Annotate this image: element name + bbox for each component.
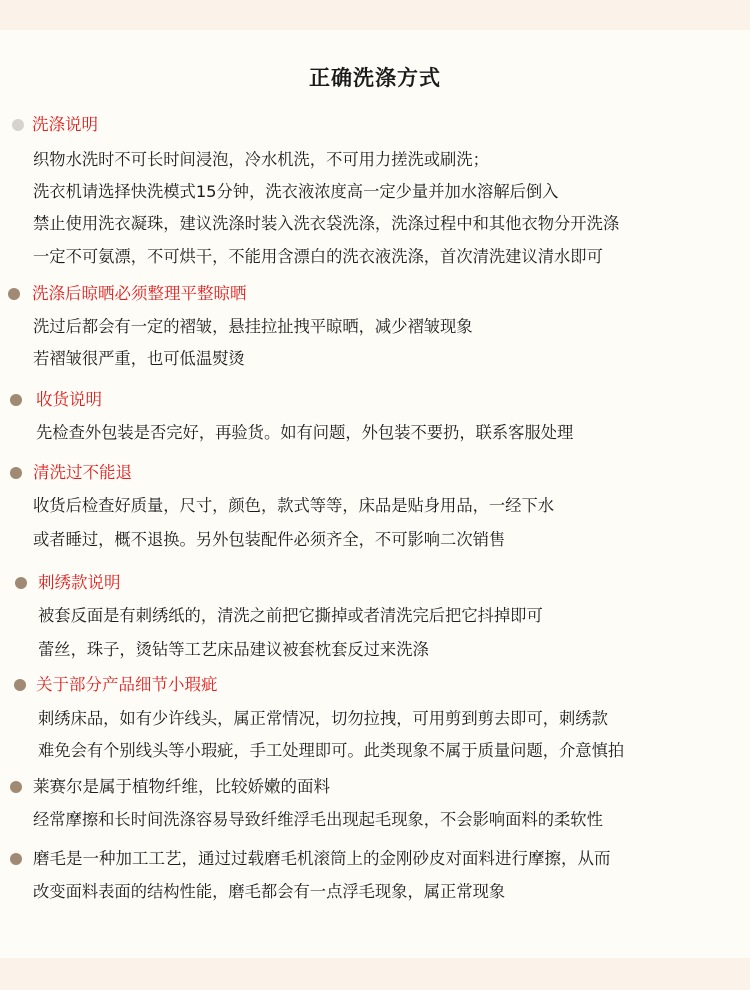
section-line: 洗衣机请选择快洗模式15分钟，洗衣液浓度高一定少量并加水溶解后倒入 xyxy=(33,182,559,201)
bullet-dot-icon xyxy=(10,394,22,406)
section-heading-text: 刺绣款说明 xyxy=(38,573,121,592)
section-lyocell-note xyxy=(0,774,750,829)
section-minor-flaws xyxy=(0,672,750,760)
section-heading xyxy=(0,387,750,413)
bullet-dot-icon xyxy=(12,119,24,131)
section-embroidery-instructions xyxy=(0,570,750,659)
section-brushed-fabric-note xyxy=(0,846,750,901)
section-line: 洗过后都会有一定的褶皱，悬挂拉扯拽平晾晒，减少褶皱现象 xyxy=(33,317,473,336)
section-heading xyxy=(0,774,750,800)
section-heading-text: 磨毛是一种加工工艺，通过过载磨毛机滚筒上的金刚砂皮对面料进行摩擦，从而 xyxy=(33,849,611,868)
section-line: 收货后检查好质量，尺寸，颜色，款式等等，床品是贴身用品，一经下水 xyxy=(33,496,555,515)
bullet-dot-icon xyxy=(10,781,22,793)
page-title: 正确洗涤方式 xyxy=(309,66,441,90)
section-line: 刺绣床品，如有少许线头，属正常情况，切勿拉拽，可用剪到剪去即可，刺绣款 xyxy=(38,709,608,728)
bullet-dot-icon xyxy=(8,288,20,300)
section-heading xyxy=(0,281,750,307)
bullet-dot-icon xyxy=(15,577,27,589)
section-heading xyxy=(0,846,750,872)
section-drying-instructions xyxy=(0,281,750,368)
section-line: 改变面料表面的结构性能，磨毛都会有一点浮毛现象，属正常现象 xyxy=(33,882,506,901)
section-line: 若褶皱很严重，也可低温熨烫 xyxy=(33,349,245,368)
section-heading-text: 收货说明 xyxy=(36,390,102,409)
section-heading-text: 莱赛尔是属于植物纤维，比较娇嫩的面料 xyxy=(33,777,330,796)
section-line: 或者睡过，概不退换。另外包装配件必须齐全，不可影响二次销售 xyxy=(33,530,506,549)
section-no-returns xyxy=(0,460,750,549)
section-washing-instructions xyxy=(0,112,750,266)
section-line: 蕾丝，珠子，烫钻等工艺床品建议被套枕套反过来洗涤 xyxy=(38,640,429,659)
section-receiving-instructions xyxy=(0,387,750,442)
bullet-dot-icon xyxy=(10,853,22,865)
section-heading-text: 清洗过不能退 xyxy=(33,463,132,482)
section-line: 难免会有个别线头等小瑕疵，手工处理即可。此类现象不属于质量问题，介意慎拍 xyxy=(38,741,625,760)
section-heading xyxy=(0,460,750,486)
section-line: 一定不可氨漂，不可烘干，不能用含漂白的洗衣液洗涤，首次清洗建议清水即可 xyxy=(33,247,603,266)
section-heading-text: 关于部分产品细节小瑕疵 xyxy=(36,675,218,694)
section-line: 先检查外包装是否完好，再验货。如有问题，外包装不要扔，联系客服处理 xyxy=(36,423,574,442)
section-heading-text: 洗涤说明 xyxy=(32,115,98,134)
section-line: 织物水洗时不可长时间浸泡，冷水机洗，不可用力搓洗或刷洗； xyxy=(33,150,489,169)
section-heading-text: 洗涤后晾晒必须整理平整晾晒 xyxy=(32,284,247,303)
bullet-dot-icon xyxy=(10,467,22,479)
section-heading xyxy=(0,112,750,138)
section-heading xyxy=(0,672,750,698)
section-line: 经常摩擦和长时间洗涤容易导致纤维浮毛出现起毛现象，不会影响面料的柔软性 xyxy=(33,810,603,829)
section-line: 禁止使用洗衣凝珠，建议洗涤时装入洗衣袋洗涤，洗涤过程中和其他衣物分开洗涤 xyxy=(33,214,620,233)
section-line: 被套反面是有刺绣纸的，清洗之前把它撕掉或者清洗完后把它抖掉即可 xyxy=(38,606,543,625)
bullet-dot-icon xyxy=(14,679,26,691)
section-heading xyxy=(0,570,750,596)
